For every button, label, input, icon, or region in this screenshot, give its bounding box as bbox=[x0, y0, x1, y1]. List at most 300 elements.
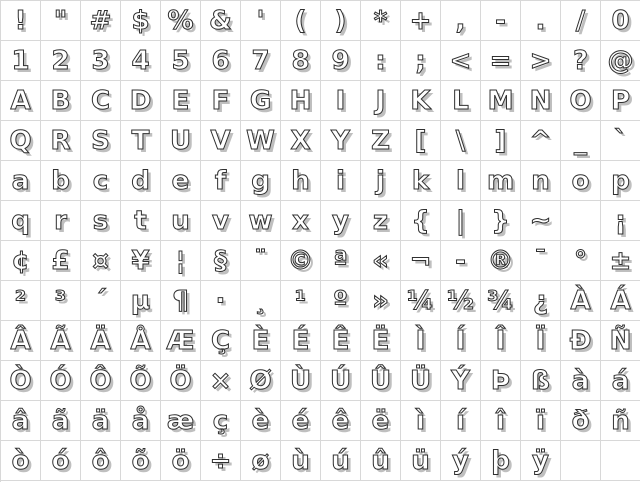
glyph-cell[interactable] bbox=[201, 161, 241, 201]
glyph-cell[interactable] bbox=[201, 201, 241, 241]
glyph-cell[interactable] bbox=[121, 401, 161, 441]
glyph-character: ¡ bbox=[614, 205, 627, 236]
glyph-cell[interactable] bbox=[361, 41, 401, 81]
glyph-character: · bbox=[215, 285, 226, 316]
glyph-cell[interactable] bbox=[521, 401, 561, 441]
glyph-character: a bbox=[11, 165, 30, 196]
glyph-cell[interactable] bbox=[41, 201, 81, 241]
glyph-character: - bbox=[495, 5, 506, 36]
glyph-cell[interactable] bbox=[281, 241, 321, 281]
glyph-character: = bbox=[489, 45, 512, 76]
glyph-character: ö bbox=[171, 445, 190, 476]
glyph-cell[interactable] bbox=[481, 241, 521, 281]
glyph-character: V bbox=[210, 125, 231, 156]
glyph-cell[interactable] bbox=[441, 161, 481, 201]
glyph-character: 5 bbox=[171, 45, 190, 76]
glyph-cell[interactable] bbox=[1, 241, 41, 281]
glyph-cell[interactable] bbox=[321, 161, 361, 201]
glyph-character: Ê bbox=[331, 325, 350, 356]
glyph-character: £ bbox=[51, 245, 70, 276]
glyph-cell[interactable] bbox=[1, 201, 41, 241]
glyph-cell[interactable] bbox=[81, 441, 121, 481]
glyph-cell[interactable] bbox=[361, 81, 401, 121]
glyph-character: â bbox=[11, 405, 30, 436]
glyph-character: G bbox=[249, 85, 272, 116]
glyph-character: « bbox=[372, 245, 389, 276]
glyph-character: Ì bbox=[415, 325, 426, 356]
glyph-cell[interactable] bbox=[1, 161, 41, 201]
glyph-cell[interactable] bbox=[361, 201, 401, 241]
glyph-cell[interactable] bbox=[161, 81, 201, 121]
glyph-character: ¤ bbox=[92, 245, 109, 276]
glyph-character: C bbox=[90, 85, 111, 116]
glyph-character: Ã bbox=[50, 325, 71, 356]
glyph-character: | bbox=[455, 205, 466, 236]
glyph-cell[interactable] bbox=[361, 321, 401, 361]
glyph-character: Q bbox=[9, 125, 32, 156]
glyph-cell[interactable] bbox=[561, 81, 601, 121]
glyph-cell[interactable] bbox=[481, 361, 521, 401]
glyph-cell[interactable] bbox=[321, 41, 361, 81]
glyph-cell[interactable] bbox=[81, 81, 121, 121]
glyph-cell[interactable] bbox=[401, 161, 441, 201]
glyph-character: x bbox=[292, 205, 309, 236]
glyph-character: þ bbox=[491, 445, 510, 476]
glyph-character: 1 bbox=[11, 45, 30, 76]
glyph-character: 8 bbox=[291, 45, 310, 76]
glyph-character: W bbox=[246, 125, 275, 156]
glyph-character: ? bbox=[572, 45, 589, 76]
glyph-cell[interactable] bbox=[561, 201, 601, 241]
glyph-cell[interactable] bbox=[121, 121, 161, 161]
glyph-cell[interactable] bbox=[321, 121, 361, 161]
glyph-cell[interactable] bbox=[441, 121, 481, 161]
glyph-cell[interactable] bbox=[561, 1, 601, 41]
glyph-cell[interactable] bbox=[561, 41, 601, 81]
glyph-cell[interactable] bbox=[201, 1, 241, 41]
glyph-character: p bbox=[611, 165, 630, 196]
glyph-cell[interactable] bbox=[121, 201, 161, 241]
glyph-character: Í bbox=[455, 325, 466, 356]
glyph-cell[interactable] bbox=[241, 81, 281, 121]
glyph-cell[interactable] bbox=[81, 201, 121, 241]
glyph-cell[interactable] bbox=[481, 161, 521, 201]
glyph-cell[interactable] bbox=[481, 41, 521, 81]
glyph-cell[interactable] bbox=[441, 401, 481, 441]
glyph-cell[interactable] bbox=[321, 1, 361, 41]
glyph-character: ! bbox=[14, 5, 27, 36]
glyph-cell[interactable] bbox=[281, 201, 321, 241]
glyph-cell[interactable] bbox=[601, 201, 640, 241]
glyph-cell[interactable] bbox=[601, 401, 640, 441]
glyph-character: { bbox=[411, 205, 430, 236]
glyph-cell[interactable] bbox=[201, 281, 241, 321]
glyph-cell[interactable] bbox=[441, 321, 481, 361]
glyph-cell[interactable] bbox=[41, 241, 81, 281]
glyph-character: Ï bbox=[535, 325, 546, 356]
glyph-cell[interactable] bbox=[281, 401, 321, 441]
glyph-cell[interactable] bbox=[521, 1, 561, 41]
glyph-character: ù bbox=[291, 445, 310, 476]
glyph-character: X bbox=[290, 125, 311, 156]
glyph-character: å bbox=[131, 405, 150, 436]
glyph-cell[interactable] bbox=[321, 441, 361, 481]
glyph-character: Á bbox=[610, 285, 631, 316]
glyph-cell[interactable] bbox=[41, 1, 81, 41]
glyph-cell[interactable] bbox=[241, 1, 281, 41]
glyph-cell[interactable] bbox=[161, 201, 201, 241]
glyph-character: ø bbox=[251, 445, 270, 476]
glyph-character: ã bbox=[51, 405, 70, 436]
glyph-cell[interactable] bbox=[361, 361, 401, 401]
glyph-character: Ý bbox=[451, 365, 470, 396]
glyph-cell[interactable] bbox=[201, 121, 241, 161]
glyph-character: À bbox=[570, 285, 591, 316]
glyph-character: ¨ bbox=[254, 245, 267, 276]
glyph-character: f bbox=[214, 165, 227, 196]
glyph-cell[interactable] bbox=[161, 441, 201, 481]
glyph-cell[interactable] bbox=[321, 201, 361, 241]
glyph-cell[interactable] bbox=[521, 201, 561, 241]
glyph-cell[interactable] bbox=[281, 81, 321, 121]
glyph-cell[interactable] bbox=[281, 41, 321, 81]
glyph-character: L bbox=[452, 85, 469, 116]
glyph-cell[interactable] bbox=[1, 1, 41, 41]
glyph-cell[interactable] bbox=[601, 241, 640, 281]
glyph-cell[interactable] bbox=[81, 41, 121, 81]
glyph-character: ) bbox=[334, 5, 347, 36]
glyph-cell[interactable] bbox=[241, 441, 281, 481]
glyph-cell[interactable] bbox=[401, 441, 441, 481]
glyph-cell[interactable] bbox=[201, 81, 241, 121]
glyph-cell[interactable] bbox=[161, 281, 201, 321]
glyph-character: æ bbox=[166, 405, 195, 436]
glyph-cell[interactable] bbox=[241, 281, 281, 321]
glyph-cell[interactable] bbox=[401, 401, 441, 441]
glyph-cell[interactable] bbox=[521, 441, 561, 481]
glyph-character: ¥ bbox=[131, 245, 150, 276]
glyph-cell[interactable] bbox=[81, 361, 121, 401]
glyph-cell[interactable] bbox=[521, 161, 561, 201]
glyph-cell[interactable] bbox=[1, 361, 41, 401]
glyph-cell[interactable] bbox=[401, 81, 441, 121]
glyph-character: Þ bbox=[490, 365, 511, 396]
glyph-cell[interactable] bbox=[361, 121, 401, 161]
glyph-character: Ð bbox=[569, 325, 592, 356]
glyph-cell[interactable] bbox=[321, 401, 361, 441]
glyph-cell[interactable] bbox=[41, 441, 81, 481]
glyph-cell[interactable] bbox=[361, 441, 401, 481]
glyph-cell[interactable] bbox=[1, 281, 41, 321]
glyph-cell[interactable] bbox=[361, 241, 401, 281]
glyph-cell[interactable] bbox=[1, 321, 41, 361]
glyph-cell[interactable] bbox=[241, 41, 281, 81]
glyph-cell[interactable] bbox=[361, 161, 401, 201]
glyph-cell[interactable] bbox=[401, 1, 441, 41]
glyph-cell[interactable] bbox=[441, 81, 481, 121]
glyph-cell[interactable] bbox=[201, 321, 241, 361]
glyph-character: ¿ bbox=[532, 285, 549, 316]
glyph-cell[interactable] bbox=[601, 361, 640, 401]
glyph-cell[interactable] bbox=[121, 41, 161, 81]
glyph-cell[interactable] bbox=[481, 201, 521, 241]
glyph-cell[interactable] bbox=[201, 241, 241, 281]
glyph-character: R bbox=[50, 125, 71, 156]
glyph-cell[interactable] bbox=[241, 161, 281, 201]
glyph-character: $ bbox=[131, 5, 150, 36]
glyph-cell[interactable] bbox=[241, 361, 281, 401]
glyph-cell[interactable] bbox=[281, 121, 321, 161]
glyph-cell[interactable] bbox=[201, 401, 241, 441]
glyph-cell[interactable] bbox=[481, 321, 521, 361]
glyph-cell[interactable] bbox=[41, 361, 81, 401]
glyph-cell[interactable] bbox=[41, 281, 81, 321]
glyph-character: ª bbox=[333, 245, 348, 276]
glyph-cell[interactable] bbox=[41, 121, 81, 161]
glyph-cell[interactable] bbox=[601, 161, 640, 201]
glyph-character: Å bbox=[130, 325, 151, 356]
glyph-cell[interactable] bbox=[121, 361, 161, 401]
glyph-cell[interactable] bbox=[561, 121, 601, 161]
glyph-cell[interactable] bbox=[321, 81, 361, 121]
glyph-character: ÿ bbox=[532, 445, 549, 476]
glyph-cell[interactable] bbox=[481, 121, 521, 161]
glyph-cell[interactable] bbox=[241, 201, 281, 241]
glyph-character: k bbox=[411, 165, 430, 196]
glyph-cell[interactable] bbox=[601, 321, 640, 361]
glyph-character: ´ bbox=[94, 285, 107, 316]
glyph-cell[interactable] bbox=[521, 121, 561, 161]
glyph-cell[interactable] bbox=[81, 121, 121, 161]
glyph-cell[interactable] bbox=[161, 41, 201, 81]
glyph-character: h bbox=[291, 165, 310, 196]
glyph-cell[interactable] bbox=[601, 441, 640, 481]
glyph-character: ç bbox=[212, 405, 229, 436]
glyph-character: z bbox=[372, 205, 389, 236]
glyph-cell[interactable] bbox=[281, 361, 321, 401]
glyph-character: , bbox=[455, 5, 466, 36]
glyph-character: é bbox=[291, 405, 310, 436]
glyph-character: K bbox=[410, 85, 431, 116]
glyph-character: ý bbox=[452, 445, 469, 476]
glyph-character: ä bbox=[91, 405, 110, 436]
glyph-character: + bbox=[409, 5, 432, 36]
glyph-cell[interactable] bbox=[121, 241, 161, 281]
glyph-cell[interactable] bbox=[521, 241, 561, 281]
glyph-character: b bbox=[51, 165, 70, 196]
glyph-character: _ bbox=[574, 125, 587, 156]
glyph-cell[interactable] bbox=[481, 441, 521, 481]
glyph-cell[interactable] bbox=[161, 361, 201, 401]
glyph-character: 7 bbox=[251, 45, 270, 76]
glyph-cell[interactable] bbox=[521, 281, 561, 321]
glyph-character: 9 bbox=[331, 45, 350, 76]
glyph-cell[interactable] bbox=[401, 41, 441, 81]
glyph-character: U bbox=[169, 125, 192, 156]
glyph-character: @ bbox=[607, 45, 634, 76]
glyph-character: t bbox=[134, 205, 147, 236]
glyph-cell[interactable] bbox=[481, 81, 521, 121]
glyph-character: º bbox=[333, 285, 348, 316]
glyph-cell[interactable] bbox=[281, 161, 321, 201]
glyph-cell[interactable] bbox=[201, 441, 241, 481]
glyph-cell[interactable] bbox=[601, 1, 640, 41]
glyph-cell[interactable] bbox=[241, 121, 281, 161]
glyph-cell[interactable] bbox=[561, 241, 601, 281]
glyph-character: ° bbox=[574, 245, 587, 276]
glyph-cell[interactable] bbox=[561, 281, 601, 321]
glyph-cell[interactable] bbox=[401, 321, 441, 361]
glyph-cell[interactable] bbox=[441, 361, 481, 401]
glyph-cell[interactable] bbox=[161, 161, 201, 201]
glyph-cell[interactable] bbox=[441, 201, 481, 241]
glyph-cell[interactable] bbox=[281, 321, 321, 361]
glyph-character: ¹ bbox=[294, 285, 307, 316]
glyph-cell[interactable] bbox=[321, 361, 361, 401]
glyph-character: ÷ bbox=[209, 445, 232, 476]
glyph-cell[interactable] bbox=[441, 1, 481, 41]
glyph-cell[interactable] bbox=[41, 321, 81, 361]
glyph-character: ¸ bbox=[254, 285, 267, 316]
glyph-character: µ bbox=[130, 285, 151, 316]
glyph-character: Î bbox=[495, 325, 506, 356]
glyph-character: ³ bbox=[54, 285, 67, 316]
glyph-cell[interactable] bbox=[521, 81, 561, 121]
glyph-cell[interactable] bbox=[121, 321, 161, 361]
glyph-character: . bbox=[535, 5, 546, 36]
glyph-cell[interactable] bbox=[401, 361, 441, 401]
glyph-character: r bbox=[54, 205, 67, 236]
glyph-cell[interactable] bbox=[161, 241, 201, 281]
glyph-cell[interactable] bbox=[281, 281, 321, 321]
glyph-cell[interactable] bbox=[401, 121, 441, 161]
glyph-cell[interactable] bbox=[361, 1, 401, 41]
glyph-character: A bbox=[10, 85, 31, 116]
glyph-cell[interactable] bbox=[561, 401, 601, 441]
glyph-cell[interactable] bbox=[321, 321, 361, 361]
glyph-character: ì bbox=[416, 405, 425, 436]
glyph-cell[interactable] bbox=[321, 241, 361, 281]
glyph-cell[interactable] bbox=[601, 41, 640, 81]
glyph-cell[interactable] bbox=[81, 1, 121, 41]
glyph-cell[interactable] bbox=[281, 1, 321, 41]
glyph-cell[interactable] bbox=[41, 41, 81, 81]
glyph-character: m bbox=[486, 165, 515, 196]
glyph-cell[interactable] bbox=[201, 361, 241, 401]
glyph-cell[interactable] bbox=[521, 41, 561, 81]
glyph-cell[interactable] bbox=[121, 161, 161, 201]
glyph-cell[interactable] bbox=[321, 281, 361, 321]
glyph-cell[interactable] bbox=[1, 121, 41, 161]
glyph-cell[interactable] bbox=[161, 321, 201, 361]
glyph-cell[interactable] bbox=[41, 401, 81, 441]
glyph-cell[interactable] bbox=[521, 361, 561, 401]
glyph-character: Ø bbox=[249, 365, 272, 396]
glyph-character: B bbox=[50, 85, 71, 116]
glyph-character: i bbox=[336, 165, 345, 196]
glyph-cell[interactable] bbox=[441, 41, 481, 81]
glyph-character: ï bbox=[536, 405, 545, 436]
glyph-cell[interactable] bbox=[561, 361, 601, 401]
glyph-cell[interactable] bbox=[81, 281, 121, 321]
glyph-cell[interactable] bbox=[121, 1, 161, 41]
glyph-cell[interactable] bbox=[81, 401, 121, 441]
glyph-cell[interactable] bbox=[161, 1, 201, 41]
glyph-character: E bbox=[171, 85, 190, 116]
glyph-character: ò bbox=[11, 445, 30, 476]
glyph-cell[interactable] bbox=[1, 81, 41, 121]
glyph-cell[interactable] bbox=[81, 241, 121, 281]
glyph-cell[interactable] bbox=[1, 441, 41, 481]
glyph-character: < bbox=[449, 45, 472, 76]
glyph-character: ó bbox=[51, 445, 70, 476]
glyph-cell[interactable] bbox=[281, 441, 321, 481]
glyph-character: è bbox=[251, 405, 270, 436]
glyph-character: D bbox=[129, 85, 152, 116]
glyph-character: ± bbox=[609, 245, 632, 276]
glyph-cell[interactable] bbox=[401, 241, 441, 281]
glyph-cell[interactable] bbox=[601, 81, 640, 121]
glyph-cell[interactable] bbox=[81, 161, 121, 201]
glyph-cell[interactable] bbox=[401, 201, 441, 241]
glyph-character: Õ bbox=[129, 365, 152, 396]
glyph-cell[interactable] bbox=[401, 281, 441, 321]
glyph-character: ` bbox=[614, 125, 627, 156]
glyph-character: I bbox=[335, 85, 346, 116]
glyph-cell[interactable] bbox=[561, 441, 601, 481]
glyph-character: v bbox=[212, 205, 229, 236]
glyph-character: y bbox=[332, 205, 349, 236]
glyph-cell[interactable] bbox=[201, 41, 241, 81]
glyph-cell[interactable] bbox=[241, 401, 281, 441]
glyph-cell[interactable] bbox=[441, 281, 481, 321]
glyph-cell[interactable] bbox=[121, 441, 161, 481]
glyph-cell[interactable] bbox=[441, 441, 481, 481]
glyph-character: ¦ bbox=[175, 245, 186, 276]
glyph-cell[interactable] bbox=[241, 321, 281, 361]
glyph-cell[interactable] bbox=[1, 401, 41, 441]
glyph-character: c bbox=[92, 165, 109, 196]
glyph-cell[interactable] bbox=[121, 281, 161, 321]
glyph-cell[interactable] bbox=[601, 121, 640, 161]
glyph-cell[interactable] bbox=[561, 321, 601, 361]
glyph-character: á bbox=[611, 365, 630, 396]
glyph-cell[interactable] bbox=[521, 321, 561, 361]
glyph-cell[interactable] bbox=[121, 81, 161, 121]
glyph-character: ' bbox=[256, 5, 265, 36]
glyph-cell[interactable] bbox=[561, 161, 601, 201]
glyph-cell[interactable] bbox=[161, 401, 201, 441]
glyph-cell[interactable] bbox=[481, 1, 521, 41]
glyph-cell[interactable] bbox=[361, 401, 401, 441]
glyph-cell[interactable] bbox=[41, 81, 81, 121]
glyph-cell[interactable] bbox=[1, 41, 41, 81]
glyph-cell[interactable] bbox=[481, 401, 521, 441]
glyph-cell[interactable] bbox=[441, 241, 481, 281]
glyph-cell[interactable] bbox=[161, 121, 201, 161]
glyph-character: [ bbox=[414, 125, 427, 156]
glyph-cell[interactable] bbox=[481, 281, 521, 321]
glyph-character: û bbox=[371, 445, 390, 476]
glyph-cell[interactable] bbox=[361, 281, 401, 321]
glyph-character: Æ bbox=[166, 325, 195, 356]
glyph-character: õ bbox=[131, 445, 150, 476]
glyph-character: Ä bbox=[90, 325, 111, 356]
glyph-cell[interactable] bbox=[601, 281, 640, 321]
glyph-cell[interactable] bbox=[241, 241, 281, 281]
glyph-cell[interactable] bbox=[81, 321, 121, 361]
glyph-cell[interactable] bbox=[41, 161, 81, 201]
